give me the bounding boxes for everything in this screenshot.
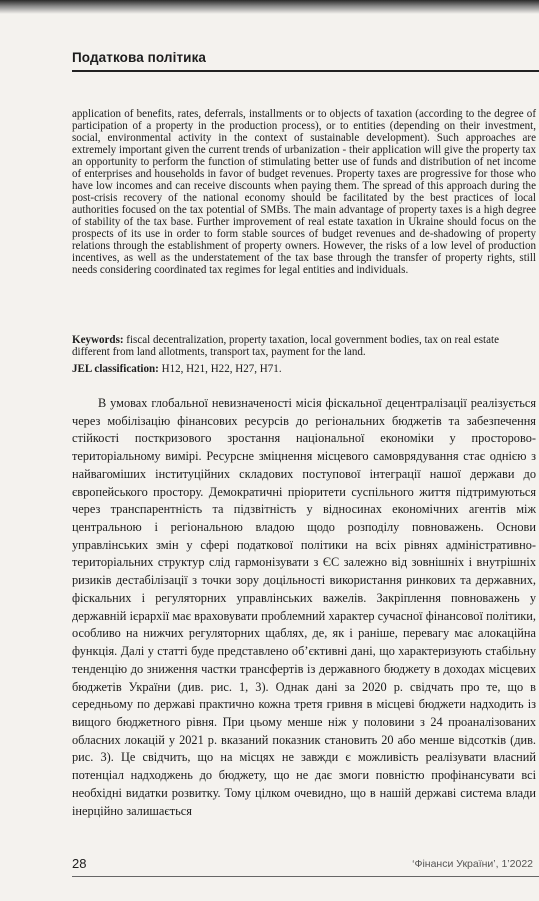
header-rule bbox=[72, 70, 539, 72]
jel-label: JEL classification: bbox=[72, 363, 159, 375]
journal-name: ‘Фінанси України’, 1’2022 bbox=[412, 858, 533, 870]
keywords-line bbox=[72, 334, 536, 358]
abstract-text: application of benefits, rates, deferrals, installments or to objects of taxation (according to the degree of participation of a property in the production process), or to entities (depending on their investment, social, environmental activity in the context of sustainable development). Such approaches are extremely important given the current trends of urbanization - their application will give the property tax an opportunity to perform the function of stimulating better use of funds and distribution of net income of enterprises and households in favor of budget revenues. Property taxes are progressive for those who have low incomes and can receive discounts when paying them. The spread of this approach during the post-crisis recovery of the national economy should be facilitated by the best practices of local authorities focused on the tax potential of SMBs. The main advantage of property taxes is a high degree of stability of the tax base. Further improvement of real estate taxation in Ukraine should focus on the prospects of its use in order to form stable sources of budget revenues and de-shadowing of property relations through the establishment of property owners. However, the risks of a low level of production incentives, as well as the understatement of the tax base through the transfer of property rights, still needs considering coordinated tax regimes for legal entities and individuals. bbox=[72, 108, 536, 276]
page-number: 28 bbox=[72, 856, 87, 871]
jel-codes: H12, H21, H22, H27, H71. bbox=[158, 363, 282, 375]
page-top-shadow bbox=[0, 0, 539, 14]
keywords-label: Keywords: bbox=[72, 334, 124, 346]
footer-rule bbox=[72, 876, 539, 877]
section-title: Податкова політика bbox=[72, 50, 207, 65]
keywords-text: fiscal decentralization, property taxation, local government bodies, tax on real estate different from land allotments, transport tax, payment for the land. bbox=[72, 334, 499, 359]
jel-line bbox=[72, 363, 536, 375]
body-paragraph: В умовах глобальної невизначеності місія фіскальної децентралізації реалізується через мобілізацію фінансових ресурсів до регіональних бюджетів та забезпечення стійкості посткризового зростання національної економіки у просторово-територіальному вимірі. Ресурсне зміцнення місцевого самоврядування стає однією з найвагоміших інституційних складових поступової інтеграції нашої держави до європейського простору. Демократичні пріоритети суспільного життя підтримуються через транспарентність та підзвітність у відносинах економічних агентів між центральною і регіональною владою щодо розподілу повноважень. Основи управлінських змін у сфері податкової політики на всіх рівнях адміністративно-територіальних структур слід гармонізувати з ЄС залежно від зовнішніх і внутрішніх ризиків дестабілізації з точки зору доцільності використання ринкових та державних, фіскальних і регуляторних управлінських важелів. Закріплення повноважень у державній ієрархії має враховувати проблемний характер сучасної фінансової політики, особливо на нижчих регуляторних щаблях, де, як і раніше, перевагу має алокаційна функція. Далі у статті буде представлено об’єктивні дані, що характеризують стабільну тенденцію до зниження частки трансфертів із державного бюджету в доходах місцевих бюджетів України (див. рис. 1, 3). Однак дані за 2020 р. свідчать про те, що в середньому по державі практично кожна третя гривня в місцеві бюджети надходить із вищого бюджетного рівня. При цьому менше ніж у половини з 24 проаналізованих обласних локацій у 2021 р. вказаний показник становить 20 або менше відсотків (див. рис. 3). Це свідчить, що на місцях не завжди є можливість реалізувати власний потенціал надходжень до бюджету, що не дає змоги повністю профінансувати всі необхідні видатки розвитку. Тому цілком очевидно, що в нашій державі система влади інерційно залишається bbox=[72, 396, 536, 818]
